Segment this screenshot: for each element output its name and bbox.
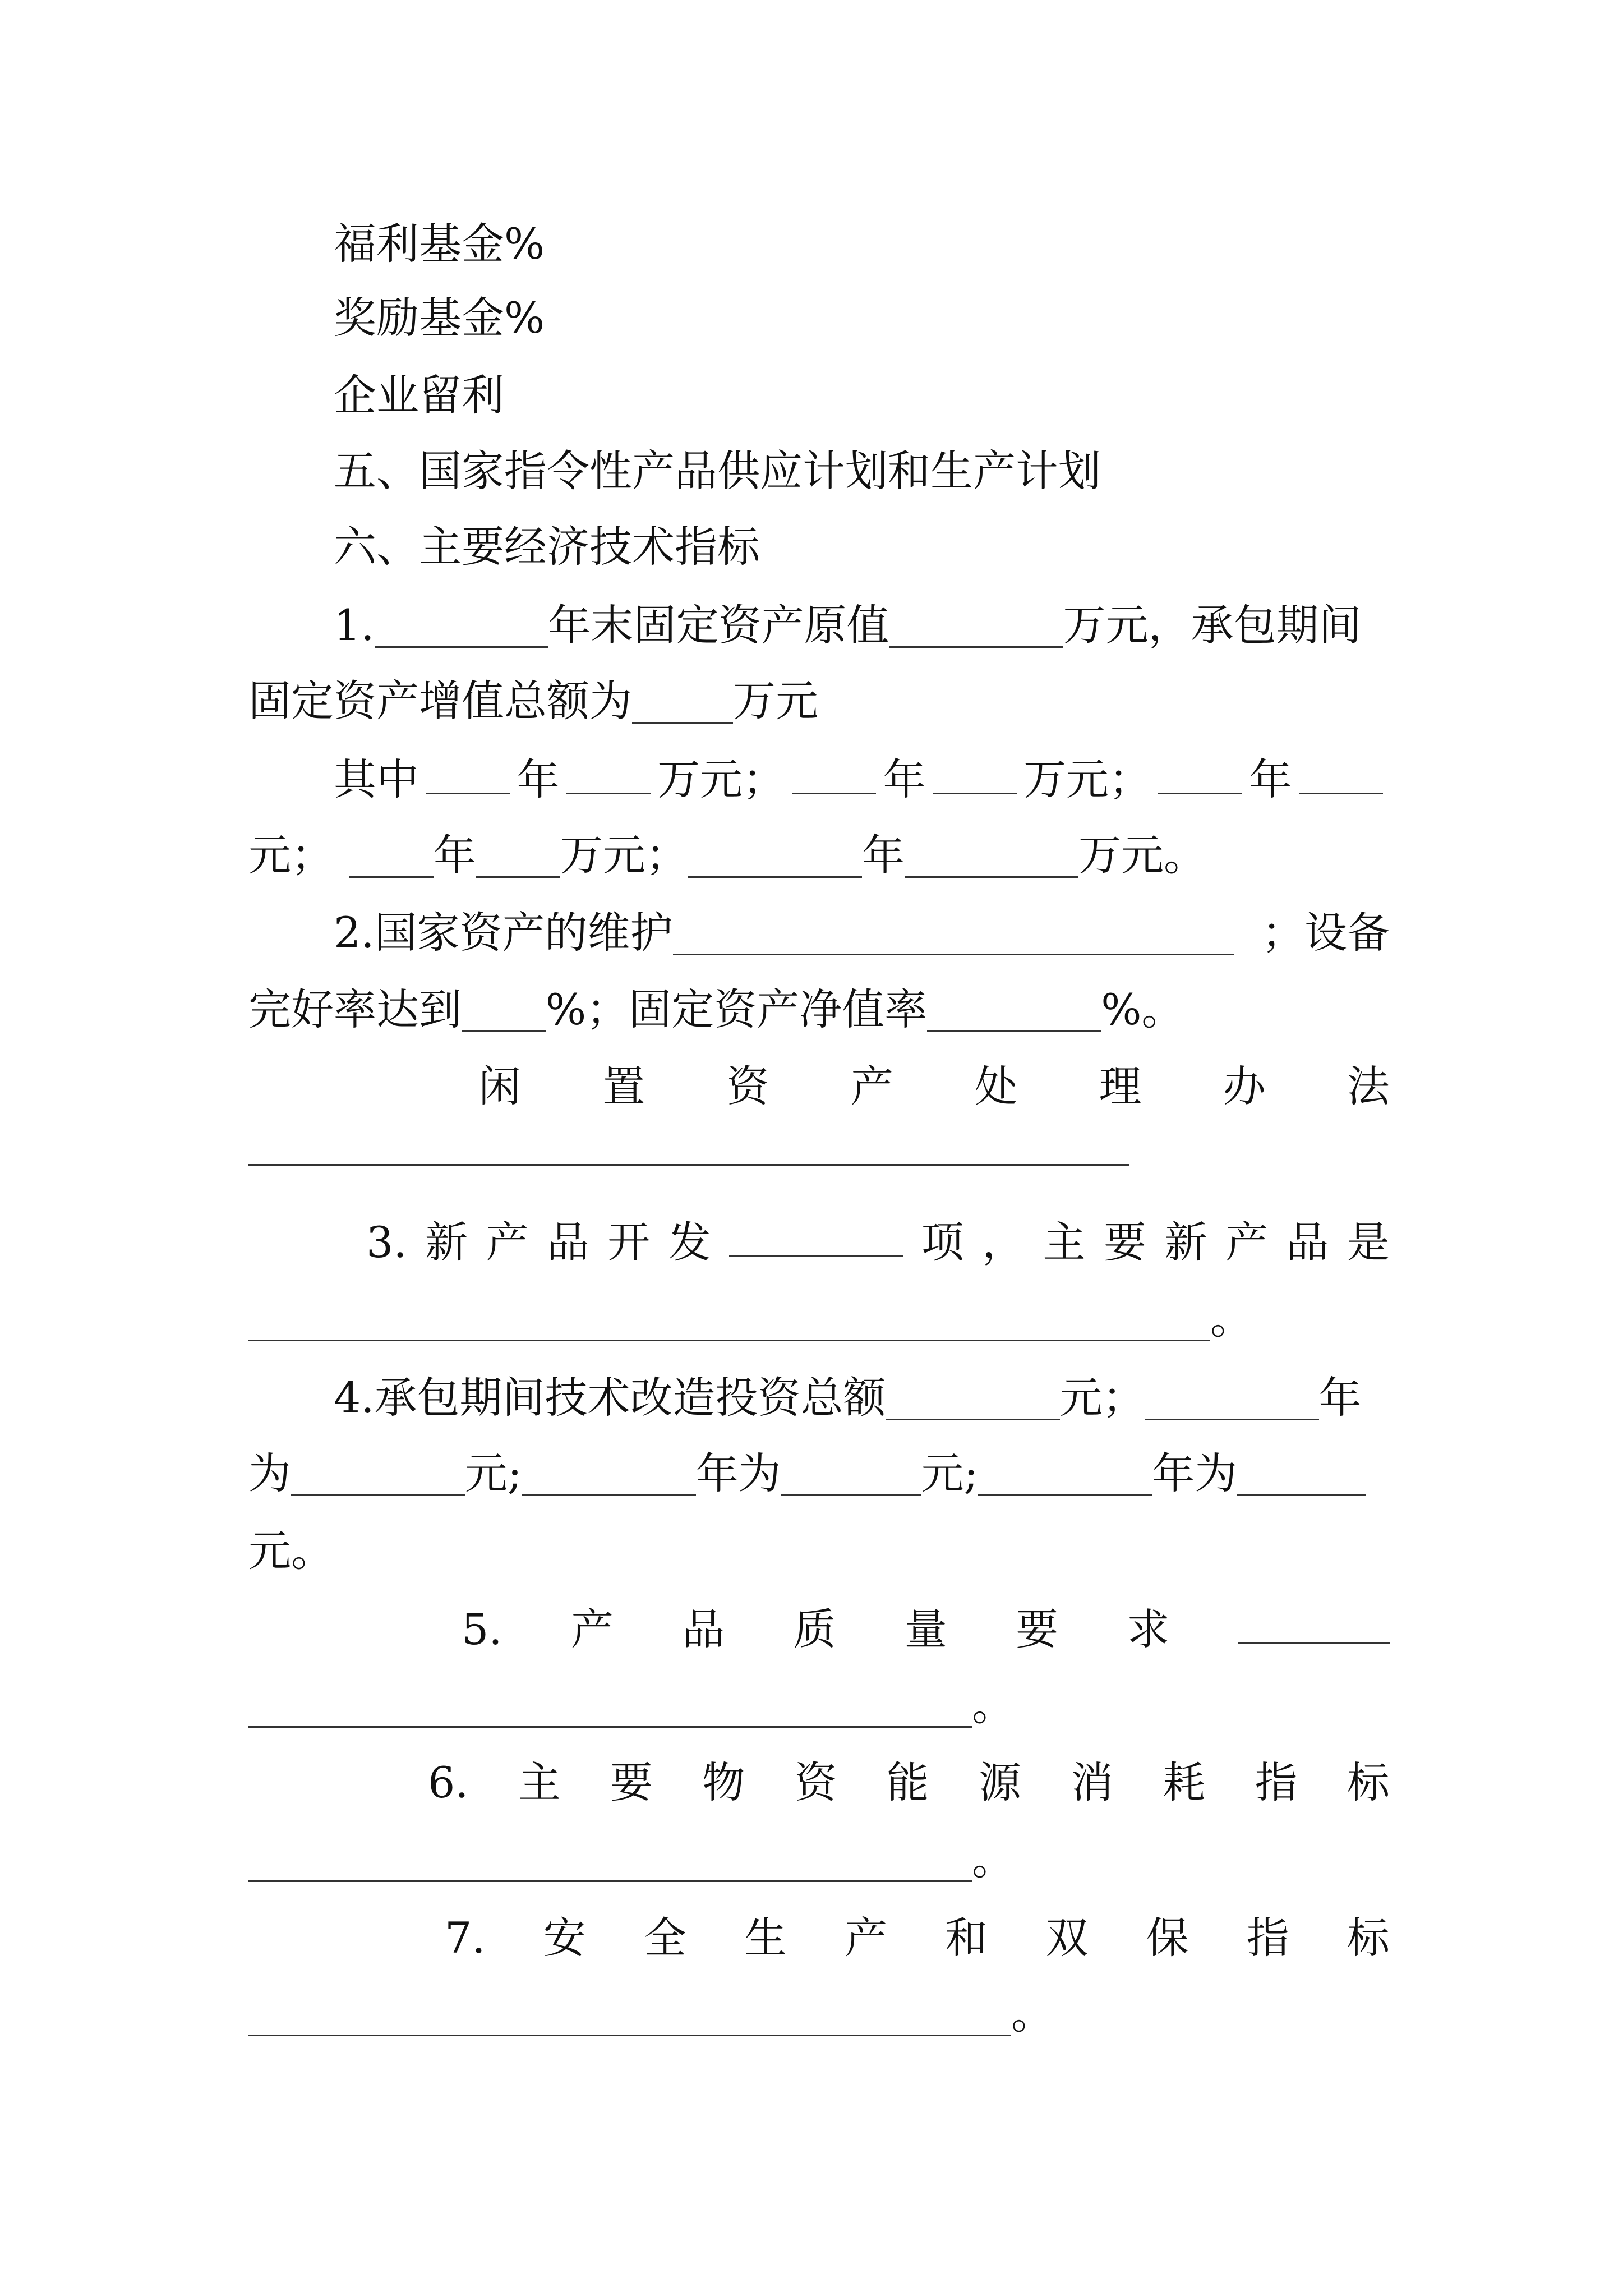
retained-profit-text: 企业留利 (334, 370, 504, 420)
idle-assets-char: 置 (602, 1061, 645, 1111)
item-3-char: 新 (1164, 1217, 1207, 1267)
blank-consumption-indicators[interactable] (248, 1841, 972, 1882)
item-7-char: 全 (643, 1913, 686, 1963)
idle-assets-char: 理 (1099, 1061, 1142, 1111)
item-3-char: 要 (1104, 1217, 1147, 1267)
blank-new-products[interactable] (248, 1300, 1210, 1341)
blank-amount-5[interactable] (905, 837, 1078, 878)
section-5-text: 五、国家指令性产品供应计划和生产计划 (334, 446, 1101, 496)
item-6-char: 资 (794, 1757, 837, 1807)
section-6-heading (248, 516, 1390, 578)
blank-invest-amount-2[interactable] (781, 1455, 921, 1496)
item-6-char: 指 (1255, 1757, 1298, 1807)
item-3-line-1 (248, 1212, 1390, 1273)
section-6-text: 六、主要经济技术指标 (334, 522, 760, 572)
blank-original-value[interactable] (889, 607, 1063, 648)
item-2-line-1: 2.国家资产的维护 ；设备 (334, 908, 1390, 958)
blank-quality-start[interactable] (1238, 1603, 1390, 1644)
item-3-char: 品 (546, 1217, 589, 1267)
item-5-line-1 (248, 1599, 1390, 1660)
retained-profit-line (248, 365, 1390, 426)
blank-amount-3[interactable] (1299, 753, 1383, 794)
item-7-char: 7. (445, 1913, 486, 1963)
item-5-char: 量 (904, 1604, 947, 1654)
blank-asset-maintenance[interactable] (673, 914, 1234, 955)
blank-new-product-count[interactable] (729, 1216, 903, 1257)
item-6-char: 标 (1347, 1757, 1390, 1807)
item-6-char: 要 (610, 1757, 653, 1807)
item-6-char: 物 (702, 1757, 745, 1807)
item-7-char: 双 (1045, 1913, 1089, 1963)
blank-equipment-rate[interactable] (462, 991, 546, 1032)
item-3-char: 项 (921, 1217, 964, 1267)
bonus-fund-text: 奖励基金% (334, 293, 545, 343)
item-4-line-3: 元。 (248, 1526, 334, 1576)
blank-year-2[interactable] (792, 753, 876, 794)
item-7-char: 指 (1246, 1913, 1289, 1963)
blank-investment-total[interactable] (886, 1379, 1060, 1420)
blank-year-3[interactable] (1158, 753, 1242, 794)
item-3-char: 主 (1043, 1217, 1086, 1267)
item-3-char: 是 (1347, 1217, 1390, 1267)
item-5-line-2: 。 (248, 1674, 1390, 1736)
blank-invest-year-2[interactable] (522, 1455, 696, 1496)
item-1-breakdown-line-2: 元； 年 万元； 年 万元。 (248, 830, 1206, 880)
item-3-char: 发 (668, 1217, 711, 1267)
item-3-char: 产 (486, 1217, 529, 1267)
item-5-char: 要 (1016, 1604, 1059, 1654)
item-3-char: ， (982, 1217, 1025, 1267)
item-5-char: 质 (793, 1604, 836, 1654)
welfare-fund-line (248, 213, 1390, 275)
item-3-line-2: 。 (248, 1288, 1390, 1350)
idle-assets-char: 资 (726, 1061, 769, 1111)
blank-increment-total[interactable] (632, 683, 733, 724)
item-7-char: 安 (543, 1913, 586, 1963)
item-4-line-1: 4.承包期间技术改造投资总额 元； 年 (334, 1373, 1362, 1423)
blank-invest-amount-1[interactable] (291, 1455, 465, 1496)
blank-invest-year-1[interactable] (1145, 1379, 1319, 1420)
item-7-char: 生 (744, 1913, 787, 1963)
section-5-heading (248, 440, 1390, 502)
blank-year-1[interactable] (426, 753, 510, 794)
item-5-char: 5. (462, 1604, 502, 1654)
idle-assets-char: 法 (1347, 1061, 1390, 1111)
item-6-char: 6. (428, 1757, 469, 1807)
item-7-char: 保 (1146, 1913, 1189, 1963)
item-3-char: 产 (1225, 1217, 1268, 1267)
item-5-char: 产 (570, 1604, 614, 1654)
idle-assets-char: 闲 (478, 1061, 521, 1111)
item-3-char: 开 (607, 1217, 651, 1267)
item-6-char: 能 (886, 1757, 929, 1807)
idle-assets-char: 办 (1223, 1061, 1266, 1111)
item-3-char: 新 (425, 1217, 468, 1267)
blank-invest-amount-3[interactable] (1237, 1455, 1366, 1496)
item-6-line-2: 。 (248, 1829, 1390, 1890)
item-5-char: 品 (682, 1604, 725, 1654)
item-6-char: 消 (1071, 1757, 1114, 1807)
item-7-char: 标 (1347, 1913, 1390, 1963)
item-6-char: 源 (978, 1757, 1021, 1807)
item-6-char: 耗 (1163, 1757, 1206, 1807)
blank-quality-requirements[interactable] (248, 1687, 972, 1728)
blank-amount-1[interactable] (566, 753, 651, 794)
blank-year-5[interactable] (688, 837, 862, 878)
item-7-char: 和 (945, 1913, 988, 1963)
item-3-char: 3. (366, 1217, 407, 1267)
blank-amount-4[interactable] (476, 837, 560, 878)
blank-year[interactable] (375, 607, 548, 648)
blank-amount-2[interactable] (933, 753, 1017, 794)
item-7-char: 产 (845, 1913, 888, 1963)
item-4-line-2: 为 元; 年为 元; 年为 (248, 1443, 1390, 1504)
bonus-fund-line (248, 287, 1390, 349)
idle-assets-char: 产 (850, 1061, 893, 1111)
item-5-char: 求 (1127, 1604, 1170, 1654)
idle-assets-char: 处 (975, 1061, 1018, 1111)
idle-assets-line (248, 1056, 1390, 1117)
blank-safety-indicators[interactable] (248, 1995, 1011, 2036)
item-2-line-2: 完好率达到 %；固定资产净值率 %。 (248, 984, 1184, 1034)
blank-year-4[interactable] (349, 837, 434, 878)
blank-invest-year-3[interactable] (978, 1455, 1152, 1496)
welfare-fund-text: 福利基金% (334, 219, 545, 269)
item-3-char: 品 (1286, 1217, 1329, 1267)
item-1-line-2: 固定资产增值总额为 万元 (248, 676, 818, 726)
item-7-line-1 (248, 1907, 1390, 1969)
item-1-seg-a: 1. 年末固定资产原值 万元，承包期间 (334, 600, 1362, 650)
blank-idle-assets[interactable] (248, 1164, 1129, 1166)
item-7-line-2: 。 (248, 1983, 1390, 2045)
item-6-char: 主 (518, 1757, 561, 1807)
blank-net-value-rate[interactable] (927, 991, 1101, 1032)
item-1-breakdown-line-1: 其中 年 万元； 年 万元； 年 (248, 749, 1390, 811)
item-1-line-1 (248, 595, 1390, 656)
item-6-line-1 (248, 1752, 1390, 1814)
